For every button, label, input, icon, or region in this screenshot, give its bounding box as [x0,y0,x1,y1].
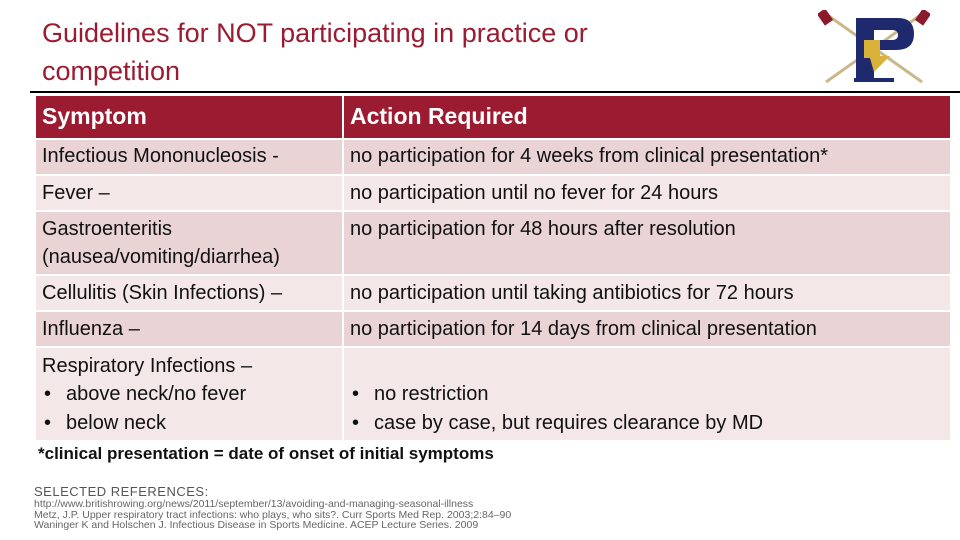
reference-item: Waninger K and Holschen J. Infectious Disease in Sports Medicine. ACEP Lecture Series. 2009 [34,519,479,531]
symptom-cell: Gastroenteritis (nausea/vomiting/diarrhea) [36,212,342,274]
list-item: • below neck [42,409,336,438]
footnote: *clinical presentation = date of onset of initial symptoms [38,444,494,463]
list-item: • no restriction [350,380,944,409]
action-cell: no participation until taking antibiotics for 72 hours [344,276,950,310]
guidelines-table [36,96,950,440]
action-cell: no participation for 48 hours after resolution [344,212,950,274]
symptom-heading: Respiratory Infections – [42,355,253,377]
list-item: • above neck/no fever [42,380,336,409]
header-action: Action Required [344,96,950,138]
action-cell: no participation until no fever for 24 hours [344,176,950,210]
table-row [36,276,950,310]
reference-item: Metz, J.P. Upper respiratory tract infections: who plays, who sits?. Curr Sports Med Rep. 2003;2:84–90 [34,508,512,521]
table-row [36,312,950,346]
references-list [34,499,511,531]
action-bullet-list [350,380,944,438]
reference-link[interactable]: http://www.britishrowing.org/news/2011/september/13/avoiding-and-managing-seasonal-illness [34,498,474,510]
symptom-cell: Cellulitis (Skin Infections) – [36,276,342,310]
symptom-cell [36,348,342,440]
symptom-cell: Infectious Mononucleosis - [36,140,342,174]
title-divider [30,91,960,93]
table-header-row [36,96,950,138]
table-row [36,348,950,440]
crossed-oars-p-logo [818,10,930,86]
action-cell: no participation for 14 days from clinical presentation [344,312,950,346]
symptom-cell: Influenza – [36,312,342,346]
table-row [36,212,950,274]
action-cell: no participation for 4 weeks from clinical presentation* [344,140,950,174]
table-row [36,176,950,210]
action-cell [344,348,950,440]
table-row [36,140,950,174]
slide-title: Guidelines for NOT participating in practice or competition [42,18,588,86]
references-label: SELECTED REFERENCES: [34,484,209,499]
header-symptom: Symptom [36,96,342,138]
symptom-cell: Fever – [36,176,342,210]
list-item: • case by case, but requires clearance by MD [350,409,944,438]
symptom-bullet-list [42,380,336,438]
